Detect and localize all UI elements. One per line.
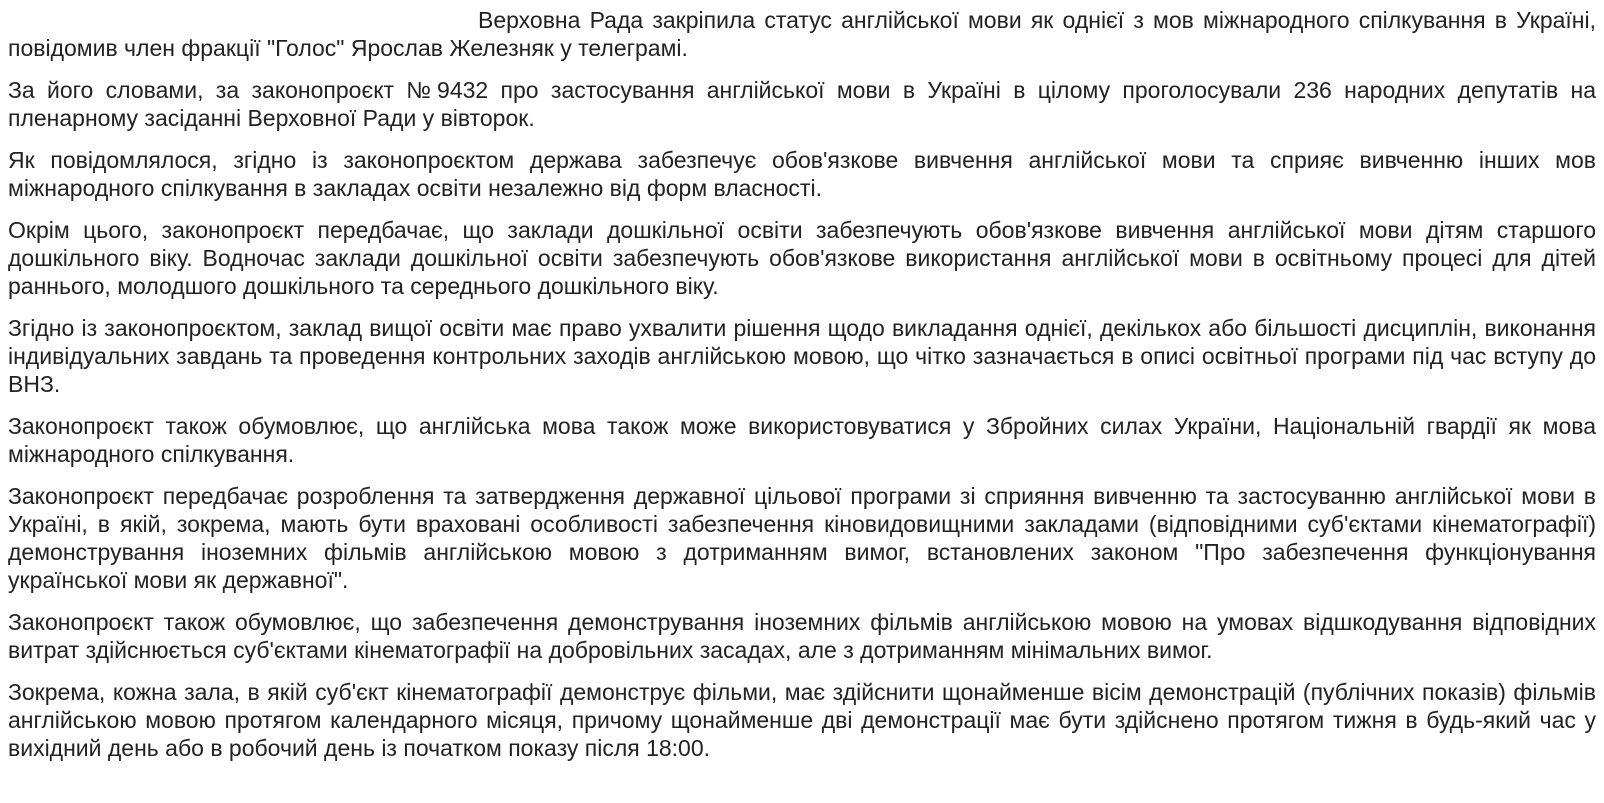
- article-paragraph-lead: Верховна Рада закріпила статус англійської мови як однієї з мов міжнародного спілкування в Україні, повідомив член фракції "Голос" Ярослав Железняк у телеграмі.: [8, 7, 1596, 61]
- article-paragraph: Законопроєкт передбачає розроблення та затвердження державної цільової програми зі сприяння вивченню та застосуванню англійської мови в Україні, в якій, зокрема, мають бути враховані особливості забезпечення кіновидовищними закладами (відповідними суб'єктами кінематографії) демонстрування іноземних фільмів англійською мовою з дотриманням вимог, встановлених законом "Про забезпечення функціонування української мови як державної".: [8, 483, 1596, 593]
- article-paragraph: Як повідомлялося, згідно із законопроєктом держава забезпечує обов'язкове вивчення англійської мови та сприяє вивченню інших мов міжнародного спілкування в закладах освіти незалежно від форм власності.: [8, 147, 1596, 201]
- article-paragraph: Окрім цього, законопроєкт передбачає, що заклади дошкільної освіти забезпечують обов'язкове вивчення англійської мови дітям старшого дошкільного віку. Водночас заклади дошкільної освіти забезпечують обов'язкове використання англійської мови в освітньому процесі для дітей раннього, молодшого дошкільного та середнього дошкільного віку.: [8, 217, 1596, 299]
- article-paragraph: Згідно із законопроєктом, заклад вищої освіти має право ухвалити рішення щодо викладання однієї, декількох або більшості дисциплін, виконання індивідуальних завдань та проведення контрольних заходів англійською мовою, що чітко зазначається в описі освітньої програми під час вступу до ВНЗ.: [8, 315, 1596, 397]
- article-paragraph: Зокрема, кожна зала, в якій суб'єкт кінематографії демонструє фільми, має здійснити щонайменше вісім демонстрацій (публічних показів) фільмів англійською мовою протягом календарного місяця, причому щонайменше дві демонстрації має бути здійснено протягом тижня в будь-який час у вихідний день або в робочий день із початком показу після 18:00.: [8, 679, 1596, 761]
- article-paragraph: Законопроєкт також обумовлює, що забезпечення демонстрування іноземних фільмів англійською мовою на умовах відшкодування відповідних витрат здійснюється суб'єктами кінематографії на добровільних засадах, але з дотриманням мінімальних вимог.: [8, 609, 1596, 663]
- article-paragraph: За його словами, за законопроєкт №9432 про застосування англійської мови в Україні в цілому проголосували 236 народних депутатів на пленарному засіданні Верховної Ради у вівторок.: [8, 77, 1596, 131]
- article-paragraph: Законопроєкт також обумовлює, що англійська мова також може використовуватися у Збройних силах України, Національній гвардії як мова міжнародного спілкування.: [8, 413, 1596, 467]
